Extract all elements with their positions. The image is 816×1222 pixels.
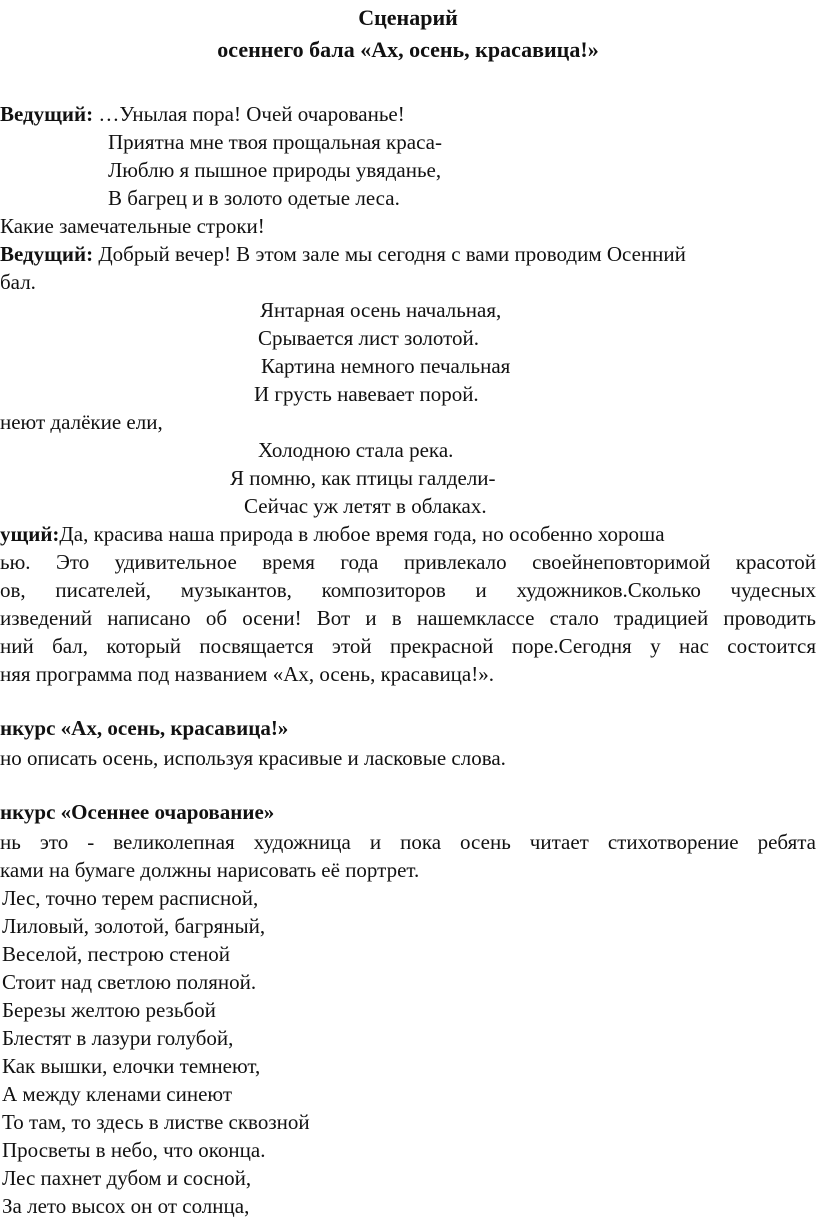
speech-line: ов, писателей, музыкантов, композиторов и художников.Сколько чудесных [0, 578, 816, 602]
speech-first-line [0, 520, 665, 548]
poem-line: Веселой, пестрою стеной [2, 942, 231, 966]
speech-line: изведений написано об осени! Вот и в нашемклассе стало традицией проводить [0, 606, 816, 630]
contest-text: нь это - великолепная художница и пока осень читает стихотворение ребята [0, 830, 816, 854]
poem-line: Картина немного печальная [261, 354, 511, 378]
poem-line: Лес пахнет дубом и сосной, [2, 1166, 252, 1190]
poem-line: Лиловый, золотой, багряный, [2, 914, 266, 938]
greeting-line [0, 240, 686, 268]
speech-line: ний бал, который посвящается этой прекрасной поре.Сегодня у нас состоится [0, 634, 816, 658]
poem-line: Я помню, как птицы галдели- [230, 466, 496, 490]
poem-line: То там, то здесь в листве сквозной [2, 1110, 310, 1134]
poem-line: Срывается лист золотой. [258, 326, 480, 350]
contest-heading: нкурс «Ах, осень, красавица!» [0, 716, 289, 740]
poem-line: Стоит над светлою поляной. [2, 970, 257, 994]
contest-heading: нкурс «Осеннее очарование» [0, 800, 275, 824]
speaker-label: Ведущий: [0, 242, 94, 266]
intro-first-line [0, 100, 405, 128]
poem-line: Приятна мне твоя прощальная краса- [108, 130, 442, 154]
poem-line: неют далёкие ели, [0, 410, 163, 434]
poem-line: Как вышки, елочки темнеют, [2, 1054, 261, 1078]
remark-line: Какие замечательные строки! [0, 214, 265, 238]
title-line-2: осеннего бала «Ах, осень, красавица!» [217, 37, 599, 62]
poem-line: Янтарная осень начальная, [260, 298, 502, 322]
poem-line: За лето высох он от солнца, [2, 1194, 250, 1218]
poem-line: Блестят в лазури голубой, [2, 1026, 234, 1050]
title-line-1: Сценарий [358, 5, 458, 30]
poem-line: Люблю я пышное природы увяданье, [108, 158, 442, 182]
speech-line: ью. Это удивительное время года привлекало своейнеповторимой красотой [0, 550, 816, 574]
poem-line: В багрец и в золото одетые леса. [108, 186, 400, 210]
poem-line: А между кленами синеют [2, 1082, 233, 1106]
contest-text: но описать осень, используя красивые и ласковые слова. [0, 746, 506, 770]
speech-line: няя программа под названием «Ах, осень, красавица!». [0, 662, 494, 686]
poem-line: Просветы в небо, что оконца. [2, 1138, 266, 1162]
poem-line: …Унылая пора! Очей очарованье! [93, 102, 405, 126]
greeting-text: Добрый вечер! В этом зале мы сегодня с вами проводим Осенний [93, 242, 686, 266]
speaker-label: ущий: [0, 522, 60, 546]
speaker-label: Ведущий: [0, 102, 94, 126]
poem-line: Лес, точно терем расписной, [2, 886, 259, 910]
poem-line: Березы желтою резьбой [2, 998, 216, 1022]
speech-text: Да, красива наша природа в любое время года, но особенно хороша [59, 522, 665, 546]
poem-line: И грусть навевает порой. [254, 382, 479, 406]
poem-line: Холодною стала река. [258, 438, 454, 462]
poem-line: Сейчас уж летят в облаках. [244, 494, 487, 518]
contest-text: ками на бумаге должны нарисовать её портрет. [0, 858, 420, 882]
greeting-continuation: бал. [0, 270, 36, 294]
